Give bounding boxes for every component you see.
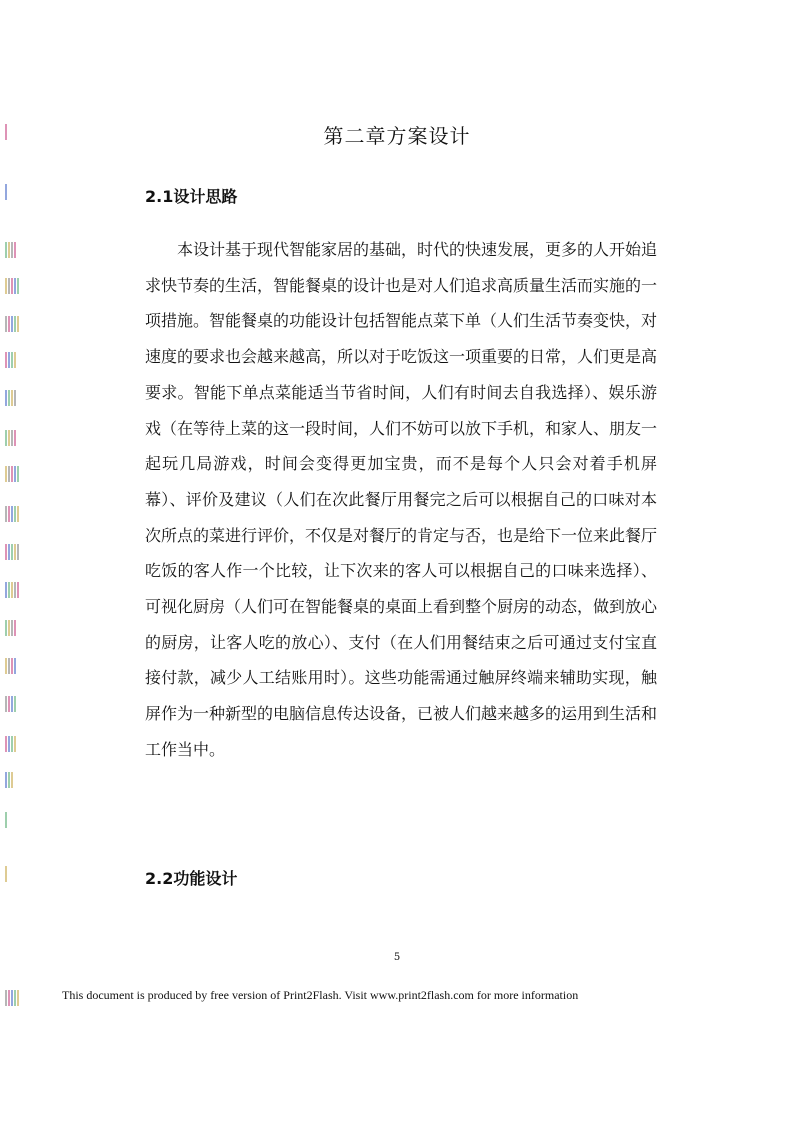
body-paragraph: 本设计基于现代智能家居的基础，时代的快速发展，更多的人开始追求快节奏的生活，智能餐桌的设计也是对人们追求高质量生活而实施的一项措施。智能餐桌的功能设计包括智能点菜下单（人们生活节奏变快，对速度的要求也会越来越高，所以对于吃饭这一项重要的日常，人们更是高要求。智能下单点菜能适当节省时间，人们有时间去自我选择）、娱乐游戏（在等待上菜的这一段时间，人们不妨可以放下手机，和家人、朋友一起玩几局游戏，时间会变得更加宝贵，而不是每个人只会对着手机屏幕）、评价及建议（人们在次此餐厅用餐完之后可以根据自己的口味对本次所点的菜进行评价，不仅是对餐厅的肯定与否，也是给下一位来此餐厅吃饭的客人作一个比较，让下次来的客人可以根据自己的口味来选择）、可视化厨房（人们可在智能餐桌的桌面上看到整个厨房的动态，做到放心的厨房，让客人吃的放心）、支付（在人们用餐结束之后可通过支付宝直接付款，减少人工结账用时）。这些功能需通过触屏终端来辅助实现，触屏作为一种新型的电脑信息传达设备，已被人们越来越多的运用到生活和工作当中。 <box>145 240 658 759</box>
chapter-title: 第二章方案设计 <box>323 124 471 148</box>
margin-mark <box>5 544 19 560</box>
margin-mark <box>5 184 7 200</box>
margin-mark <box>5 620 16 636</box>
margin-mark <box>5 278 19 294</box>
margin-mark <box>5 242 16 258</box>
margin-mark <box>5 430 16 446</box>
margin-mark <box>5 352 16 368</box>
margin-mark <box>5 696 16 712</box>
margin-mark <box>5 582 19 598</box>
margin-mark <box>5 736 16 752</box>
footer-notice: This document is produced by free version of Print2Flash. Visit www.print2flash.com for more information <box>62 988 579 1002</box>
margin-mark <box>5 658 16 674</box>
page-number: 5 <box>393 952 401 963</box>
margin-mark <box>5 990 19 1006</box>
margin-mark <box>5 506 19 522</box>
margin-mark <box>5 812 7 828</box>
margin-mark <box>5 316 19 332</box>
section-heading-2-1: 2.1设计思路 <box>145 187 238 206</box>
margin-mark <box>5 466 19 482</box>
margin-mark <box>5 866 7 882</box>
margin-mark <box>5 390 16 406</box>
section-heading-2-2: 2.2功能设计 <box>145 869 238 888</box>
margin-mark <box>5 772 13 788</box>
